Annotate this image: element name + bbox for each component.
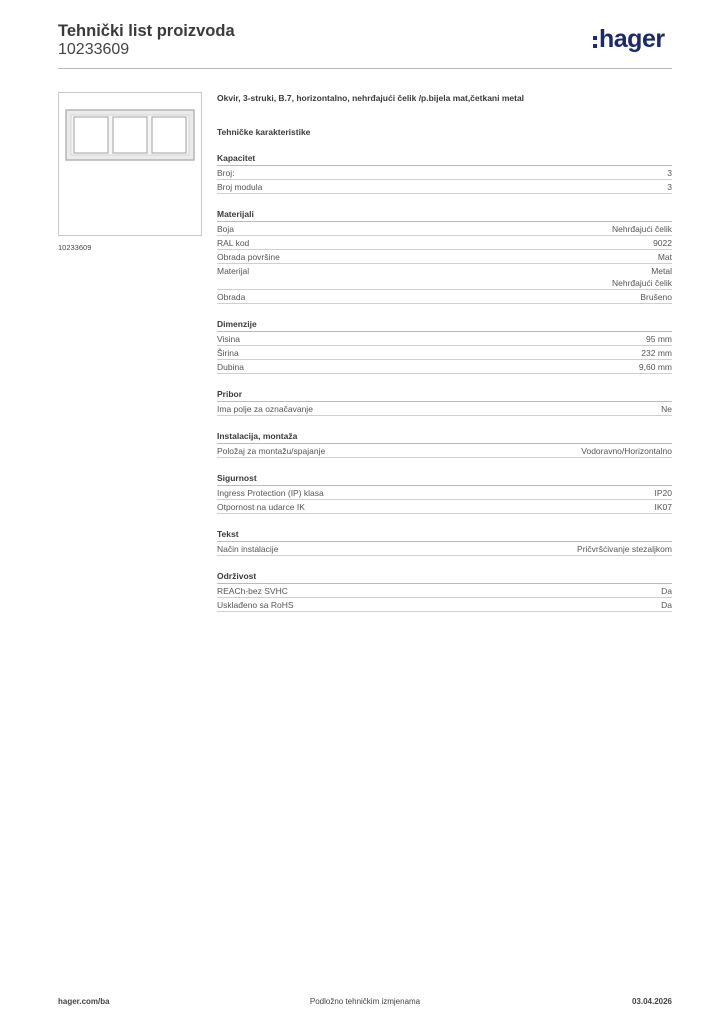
spec-value: [641, 347, 672, 359]
spec-group: [217, 152, 672, 194]
spec-value-line: 9022: [653, 238, 672, 248]
spec-value: [577, 543, 672, 555]
footer-note: Podložno tehničkim izmjenama: [309, 997, 421, 1006]
group-title: Dimenzije: [217, 318, 672, 332]
spec-value: [639, 361, 672, 373]
spec-row: [217, 250, 672, 264]
spec-group: [217, 430, 672, 458]
spec-value-line: Nehrđajući čelik: [612, 224, 672, 234]
spec-value-line: Da: [661, 586, 672, 596]
spec-row: [217, 346, 672, 360]
triple-frame-icon: [63, 97, 197, 231]
spec-label: Broj:: [217, 168, 235, 178]
spec-row: [217, 264, 672, 290]
group-title: Održivost: [217, 570, 672, 584]
spec-group: [217, 528, 672, 556]
spec-value: [661, 403, 672, 415]
spec-label: Usklađeno sa RoHS: [217, 600, 294, 610]
spec-label: Otpornost na udarce IK: [217, 502, 305, 512]
spec-value: [655, 487, 673, 499]
spec-label: Boja: [217, 224, 235, 234]
spec-label: Dubina: [217, 362, 244, 372]
spec-row: [217, 500, 672, 514]
spec-row: [217, 290, 672, 304]
spec-label: Ingress Protection (IP) klasa: [217, 488, 324, 498]
spec-value-line: 3: [667, 168, 672, 178]
spec-value: [646, 333, 672, 345]
spec-label: Broj modula: [217, 182, 263, 192]
image-caption: 10233609: [58, 243, 92, 252]
footer-website: hager.com/ba: [58, 997, 110, 1006]
spec-row: [217, 444, 672, 458]
logo-text: hager: [599, 25, 665, 53]
spec-value: [658, 251, 672, 263]
spec-label: Položaj za montažu/spajanje: [217, 446, 326, 456]
spec-value: [655, 501, 673, 513]
spec-row: [217, 222, 672, 236]
spec-label: Ima polje za označavanje: [217, 404, 313, 414]
spec-value-line: 95 mm: [646, 334, 672, 344]
spec-value-line: 3: [667, 182, 672, 192]
spec-value: [653, 237, 672, 249]
spec-value-line: Pričvršćivanje stezaljkom: [577, 544, 672, 554]
footer-date: 03.04.2026: [631, 997, 672, 1006]
group-title: Kapacitet: [217, 152, 672, 166]
spec-row: [217, 486, 672, 500]
spec-row: [217, 180, 672, 194]
spec-value: [667, 181, 672, 193]
hager-logo: [593, 26, 665, 58]
spec-value-line: Brušeno: [640, 292, 672, 302]
spec-label: RAL kod: [217, 238, 250, 248]
spec-row: [217, 166, 672, 180]
spec-groups: [217, 152, 672, 612]
group-title: Pribor: [217, 388, 672, 402]
spec-value-line: Mat: [657, 252, 672, 262]
spec-value-line: Nehrđajući čelik: [612, 278, 672, 288]
spec-value-line: Vodoravno/Horizontalno: [581, 446, 672, 456]
spec-value-line: 232 mm: [641, 348, 672, 358]
spec-value: [581, 445, 672, 457]
logo-dots-icon: [593, 36, 597, 48]
product-description: Okvir, 3-struki, B.7, horizontalno, nehrđajući čelik /p.bijela mat,četkani metal: [217, 93, 525, 103]
spec-value-line: Da: [661, 600, 672, 610]
spec-value-line: IP20: [654, 488, 672, 498]
header-divider: [58, 68, 672, 69]
spec-value-line: Ne: [661, 404, 672, 414]
document-number: 10233609: [58, 41, 130, 58]
group-title: Materijali: [217, 208, 672, 222]
document-title: Tehnički list proizvoda: [58, 22, 235, 40]
spec-value: [667, 167, 672, 179]
spec-row: [217, 402, 672, 416]
spec-value-line: 9,60 mm: [638, 362, 672, 372]
spec-row: [217, 236, 672, 250]
spec-value: [661, 599, 672, 611]
group-title: Sigurnost: [217, 472, 672, 486]
spec-value: [661, 585, 672, 597]
spec-row: [217, 332, 672, 346]
spec-value-line: IK07: [654, 502, 672, 512]
spec-group: [217, 472, 672, 514]
spec-label: Obrada površine: [217, 252, 280, 262]
group-title: Instalacija, montaža: [217, 430, 672, 444]
spec-heading: Tehničke karakteristike: [217, 127, 311, 137]
product-image: [58, 92, 202, 236]
spec-row: [217, 584, 672, 598]
spec-row: [217, 598, 672, 612]
spec-label: REACh-bez SVHC: [217, 586, 288, 596]
spec-label: Obrada: [217, 292, 246, 302]
spec-group: [217, 208, 672, 304]
group-title: Tekst: [217, 528, 672, 542]
spec-value: [640, 291, 672, 303]
spec-label: Visina: [217, 334, 240, 344]
spec-sheet: [217, 92, 672, 626]
spec-label: Širina: [217, 348, 239, 358]
spec-value-line: Metal: [651, 266, 672, 276]
spec-row: [217, 360, 672, 374]
spec-group: [217, 318, 672, 374]
spec-label: Materijal: [217, 266, 250, 276]
spec-row: [217, 542, 672, 556]
spec-value: [612, 223, 672, 235]
spec-group: [217, 570, 672, 612]
spec-label: Način instalacije: [217, 544, 279, 554]
spec-group: [217, 388, 672, 416]
spec-value: [612, 265, 672, 289]
